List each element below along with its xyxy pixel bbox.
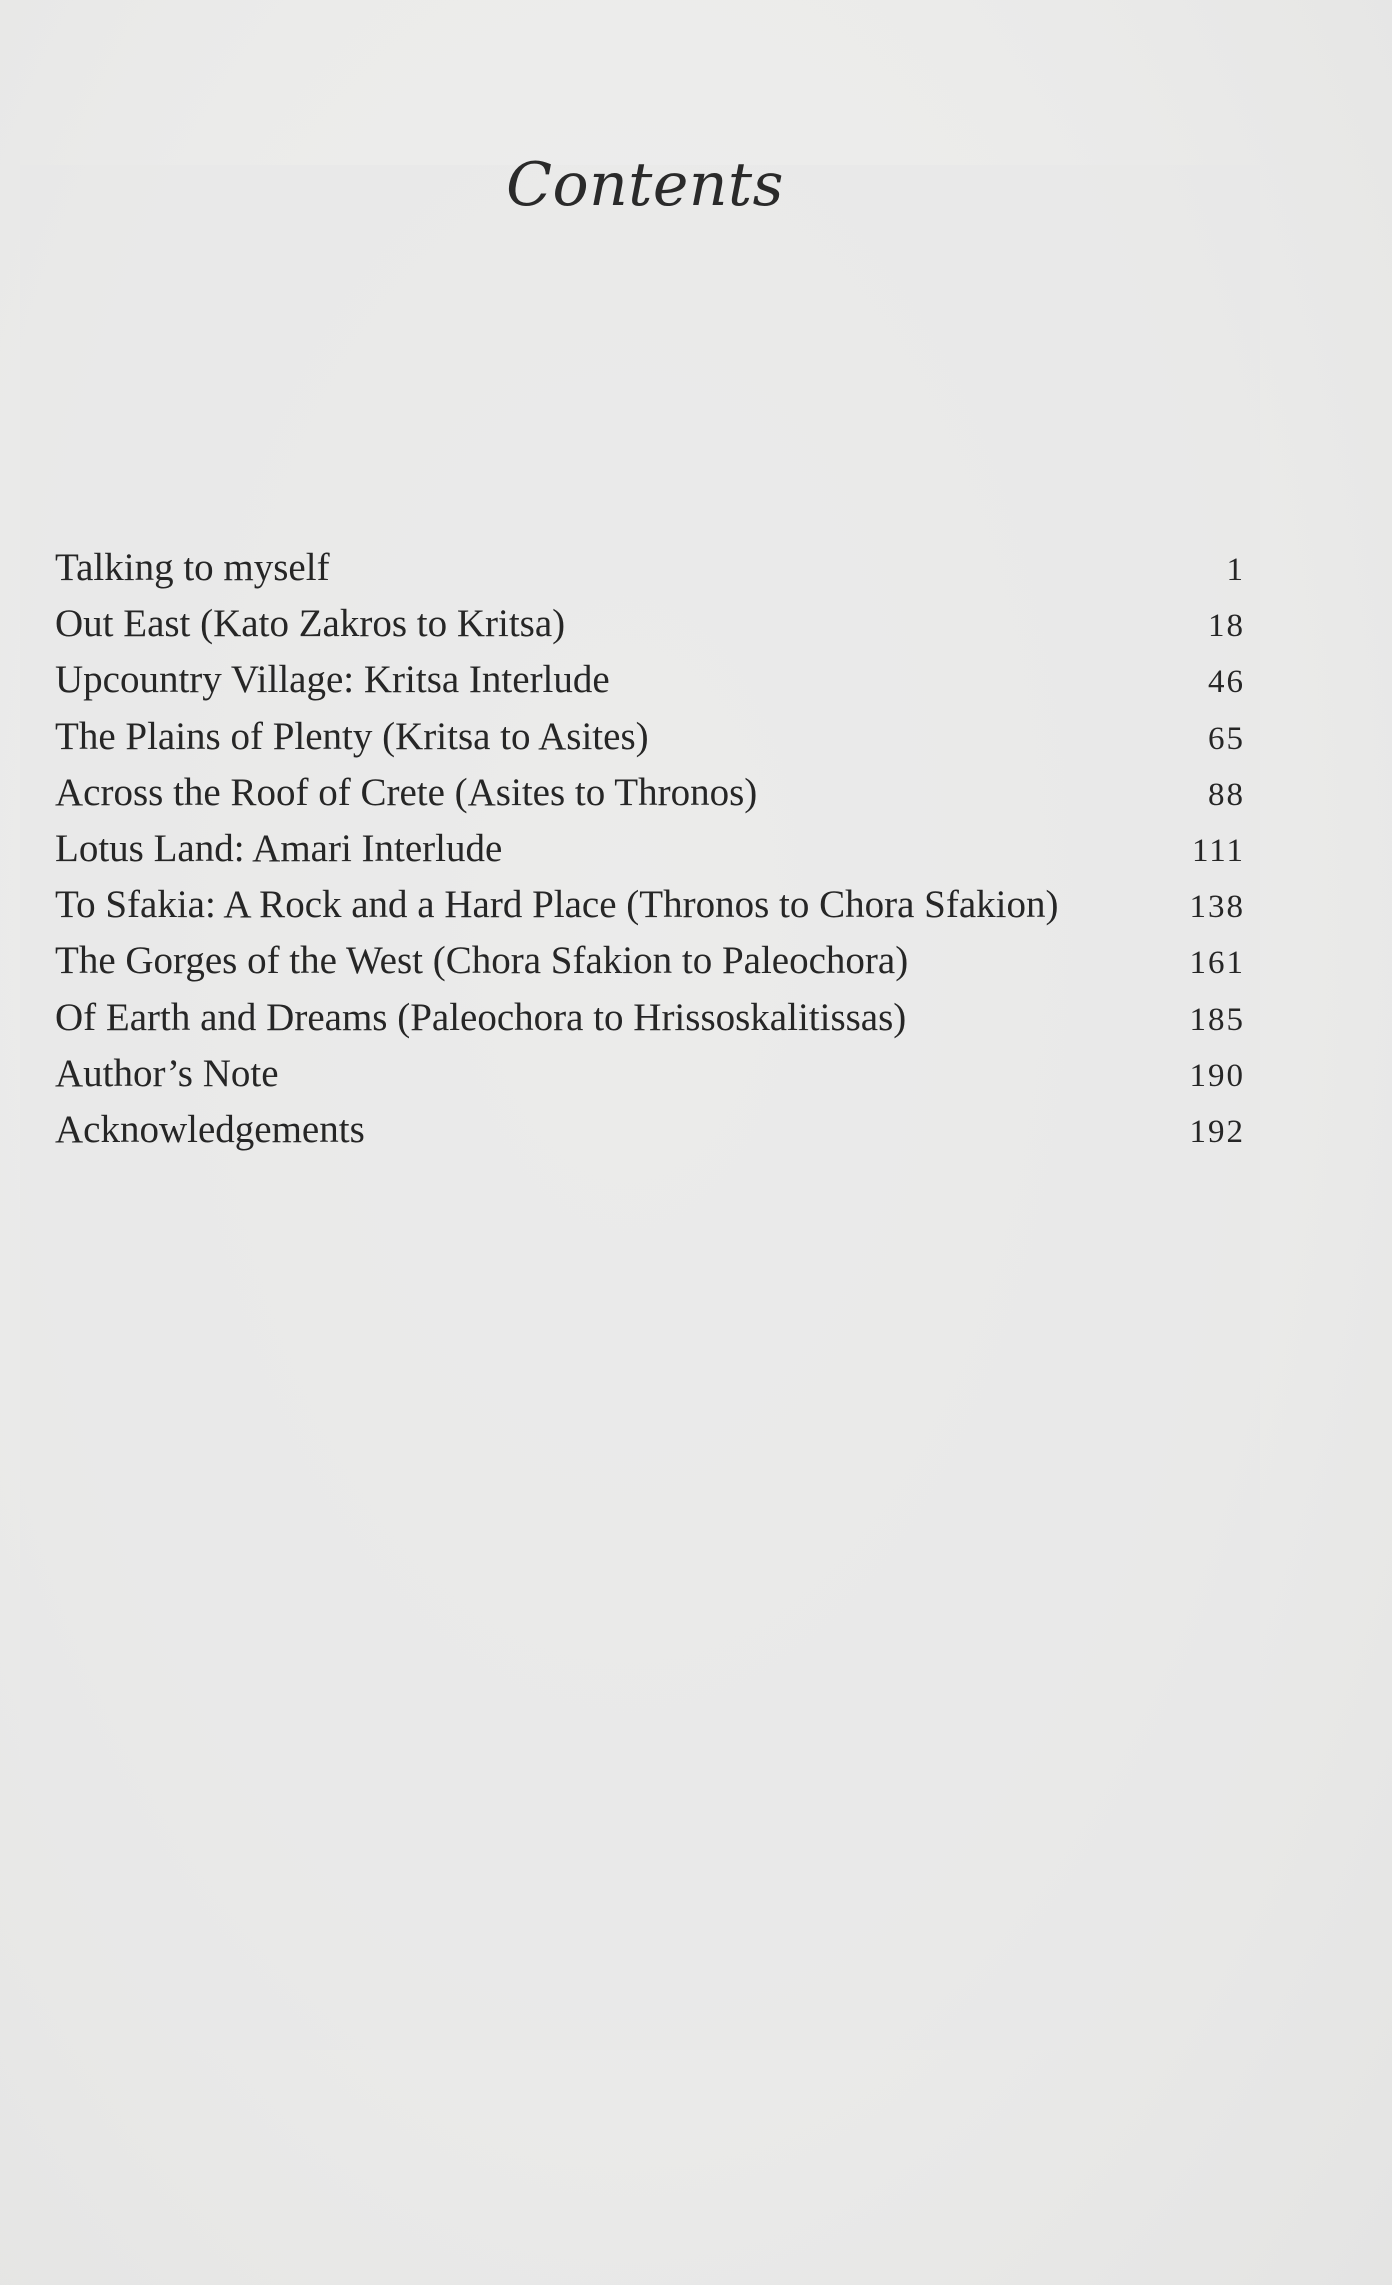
toc-entry-page: 46 — [1208, 664, 1245, 701]
toc-entry-title: Author’s Note — [55, 1051, 279, 1095]
table-of-contents — [55, 545, 1245, 1163]
toc-entry-page: 88 — [1208, 776, 1245, 813]
toc-entry-title: Across the Roof of Crete (Asites to Thronos) — [55, 770, 758, 814]
toc-entry — [55, 714, 1245, 770]
toc-entry-page: 18 — [1208, 608, 1245, 645]
toc-entry — [55, 657, 1245, 713]
toc-entry — [55, 938, 1245, 994]
toc-entry-title: Talking to myself — [55, 546, 330, 589]
toc-entry-title: To Sfakia: A Rock and a Hard Place (Thronos to Chora Sfakion) — [55, 883, 1059, 927]
contents-heading: Contents — [506, 150, 784, 220]
toc-entry-title: Upcountry Village: Kritsa Interlude — [55, 658, 610, 702]
toc-entry — [55, 545, 1245, 601]
toc-entry-page: 138 — [1189, 889, 1245, 926]
toc-entry — [55, 826, 1245, 882]
toc-entry-page: 65 — [1208, 720, 1245, 757]
toc-entry — [55, 1107, 1245, 1163]
toc-entry-page: 192 — [1189, 1113, 1245, 1150]
toc-entry-title: Out East (Kato Zakros to Kritsa) — [55, 602, 566, 646]
toc-entry-page: 185 — [1189, 1001, 1245, 1038]
toc-entry-page: 1 — [1226, 552, 1245, 588]
toc-entry-page: 161 — [1189, 945, 1245, 982]
toc-entry — [55, 882, 1245, 938]
toc-entry-title: Lotus Land: Amari Interlude — [55, 826, 503, 870]
toc-entry-title: The Plains of Plenty (Kritsa to Asites) — [55, 714, 649, 758]
toc-entry — [55, 770, 1245, 826]
toc-entry-page: 111 — [1191, 832, 1245, 869]
toc-entry-title: Of Earth and Dreams (Paleochora to Hrissoskalitissas) — [55, 995, 907, 1039]
toc-entry-title: Acknowledgements — [55, 1107, 365, 1151]
toc-entry-title: The Gorges of the West (Chora Sfakion to Paleochora) — [55, 939, 909, 983]
toc-entry — [55, 1051, 1245, 1107]
toc-entry-page: 190 — [1189, 1057, 1245, 1094]
toc-entry — [55, 601, 1245, 657]
toc-entry — [55, 995, 1245, 1051]
